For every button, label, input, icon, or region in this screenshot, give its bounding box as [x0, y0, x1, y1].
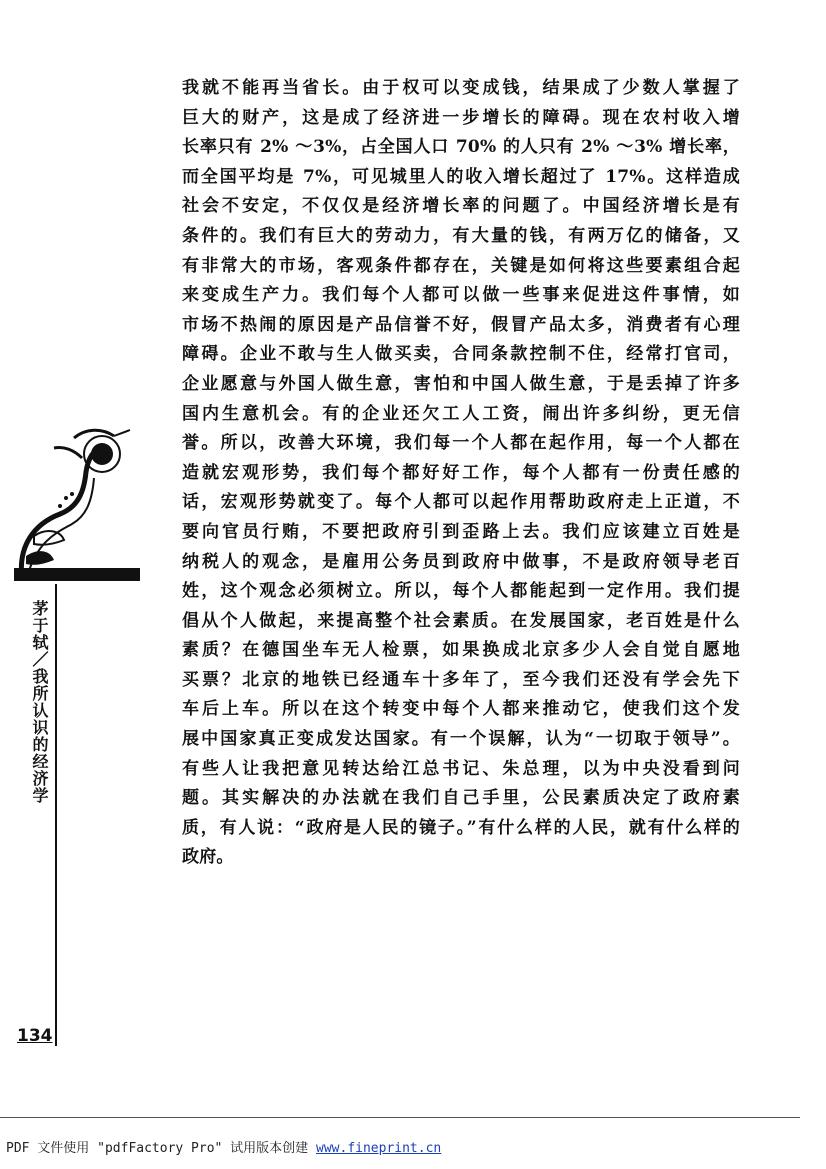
text-line: 条件的。我们有巨大的劳动力，有大量的钱，有两万亿的储备，又 — [182, 225, 740, 246]
text-line: 长率只有 2% ～3%，占全国人口 70% 的人只有 2% ～3% 增长率， — [182, 137, 740, 158]
text-line: 质，有人说：“政府是人民的镜子。”有什么样的人民，就有什么样的 — [182, 817, 740, 838]
decorative-black-bar — [14, 568, 140, 581]
text-line: 我就不能再当省长。由于权可以变成钱，结果成了少数人掌握了 — [182, 78, 740, 98]
pdf-footer — [6, 1137, 441, 1156]
decorative-bird-ornament — [14, 428, 140, 586]
page-number: 134 — [17, 1026, 53, 1046]
text-line: 有非常大的市场，客观条件都存在，关键是如何将这些要素组合起 — [182, 255, 740, 276]
text-line: 障碍。企业不敢与生人做买卖，合同条款控制不住，经常打官司， — [182, 344, 740, 365]
text-line: 造就宏观形势，我们每个都好好工作，每个人都有一份责任感的 — [182, 462, 740, 483]
text-line: 纳税人的观念，是雇用公务员到政府中做事，不是政府领导老百 — [182, 551, 740, 572]
text-line: 有些人让我把意见转达给江总书记、朱总理，以为中央没看到问 — [182, 758, 740, 779]
text-line: 买票？北京的地铁已经通车十多年了，至今我们还没有学会先下 — [182, 669, 740, 690]
text-line: 企业愿意与外国人做生意，害怕和中国人做生意，于是丢掉了许多 — [182, 373, 740, 394]
text-line: 要向官员行贿，不要把政府引到歪路上去。我们应该建立百姓是 — [182, 521, 740, 542]
footer-divider — [0, 1117, 800, 1118]
text-line: 市场不热闹的原因是产品信誉不好，假冒产品太多，消费者有心理 — [182, 314, 740, 335]
body-paragraph — [182, 74, 740, 873]
text-line: 社会不安定，不仅仅是经济增长率的问题了。中国经济增长是有 — [182, 196, 740, 217]
text-line: 而全国平均是 7%，可见城里人的收入增长超过了 17%。这样造成 — [182, 166, 740, 187]
text-line: 来变成生产力。我们每个人都可以做一些事来促进这件事情，如 — [182, 285, 740, 306]
text-line: 题。其实解决的办法就在我们自己手里，公民素质决定了政府素 — [182, 788, 740, 809]
text-line: 姓，这个观念必须树立。所以，每个人都能起到一定作用。我们提 — [182, 581, 740, 602]
text-line: 誉。所以，改善大环境，我们每一个人都在起作用，每一个人都在 — [182, 433, 740, 454]
footer-link[interactable]: www.fineprint.cn — [316, 1141, 442, 1156]
text-line: 倡从个人做起，来提高整个社会素质。在发展国家，老百姓是什么 — [182, 610, 740, 631]
text-line: 巨大的财产，这是成了经济进一步增长的障碍。现在农村收入增 — [182, 107, 740, 128]
running-title: 茅于轼／我所认识的经济学 — [30, 600, 49, 804]
vertical-divider — [55, 584, 57, 1046]
text-line: 车后上车。所以在这个转变中每个人都来推动它，使我们这个发 — [182, 699, 740, 720]
text-line: 展中国家真正变成发达国家。有一个误解，认为“一切取于领导”。 — [182, 729, 740, 750]
text-line: 国内生意机会。有的企业还欠工人工资，闹出许多纠纷，更无信 — [182, 403, 740, 424]
text-line: 话，宏观形势就变了。每个人都可以起作用帮助政府走上正道，不 — [182, 492, 740, 513]
footer-text: PDF 文件使用 "pdfFactory Pro" 试用版本创建 — [6, 1141, 317, 1156]
text-line: 素质？在德国坐车无人检票，如果换成北京多少人会自觉自愿地 — [182, 640, 740, 661]
text-line: 政府。 — [182, 847, 234, 868]
